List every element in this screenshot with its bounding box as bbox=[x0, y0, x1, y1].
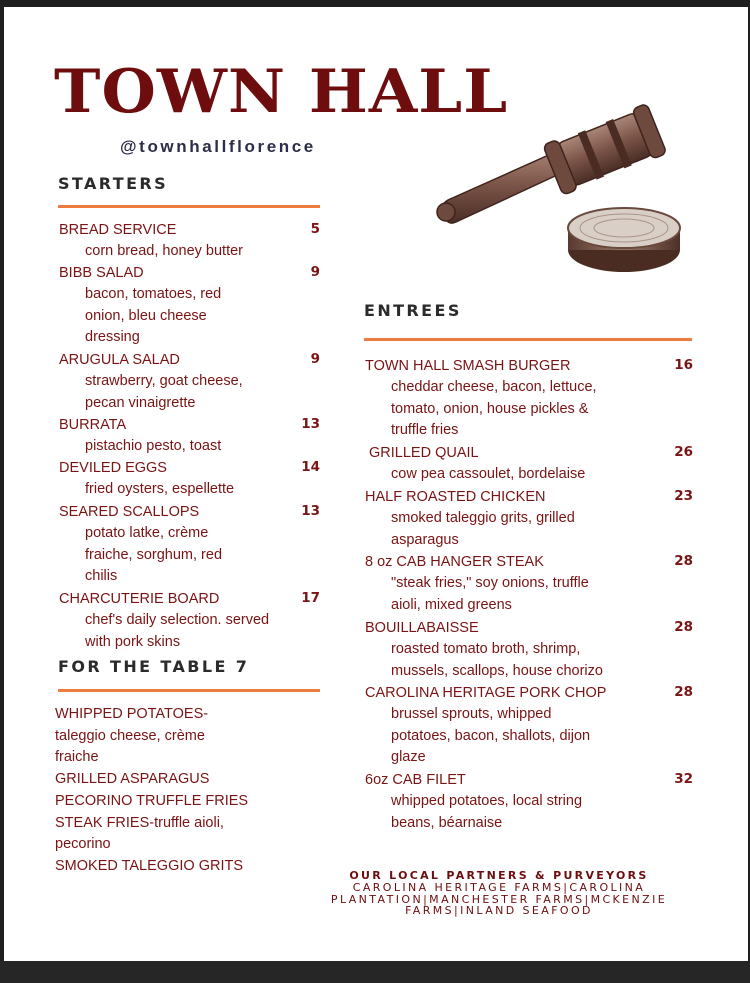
entree-item-name: 8 oz CAB HANGER STEAK bbox=[365, 554, 544, 570]
entree-item-price: 16 bbox=[674, 357, 693, 373]
entree-item-name: HALF ROASTED CHICKEN bbox=[365, 489, 546, 505]
entree-item-name: GRILLED QUAIL bbox=[369, 445, 479, 461]
list-item: STEAK FRIES-truffle aioli, pecorino bbox=[55, 814, 224, 853]
entree-item-desc: brussel sprouts, whipped potatoes, bacon, shallots, dijon glaze bbox=[391, 706, 591, 766]
for-the-table-heading: FOR THE TABLE 7 bbox=[58, 657, 250, 676]
entree-item-desc: whipped potatoes, local string beans, béarnaise bbox=[391, 793, 583, 831]
partners-block bbox=[324, 869, 674, 917]
starter-item-name: BIBB SALAD bbox=[59, 265, 144, 281]
partners-line: PLANTATION|MANCHESTER FARMS|MCKENZIE bbox=[330, 892, 668, 906]
partners-heading: OUR LOCAL PARTNERS & PURVEYORS bbox=[349, 869, 649, 882]
starter-item-desc: chef's daily selection. served with pork skins bbox=[85, 612, 270, 650]
starter-item-desc: fried oysters, espellette bbox=[85, 481, 235, 497]
starter-item-price: 14 bbox=[301, 459, 320, 475]
partners-line: FARMS|INLAND SEAFOOD bbox=[405, 904, 593, 917]
starters-heading: STARTERS bbox=[58, 174, 169, 193]
entree-item-desc: cow pea cassoulet, bordelaise bbox=[391, 466, 586, 482]
entree-item-name: 6oz CAB FILET bbox=[365, 772, 466, 788]
entree-item-desc: smoked taleggio grits, grilled asparagus bbox=[391, 510, 575, 548]
gavel-icon bbox=[430, 88, 690, 283]
starter-item-desc: strawberry, goat cheese, pecan vinaigrette bbox=[85, 373, 243, 411]
starter-item-price: 9 bbox=[310, 264, 320, 280]
starter-item-price: 5 bbox=[310, 221, 320, 237]
starter-item-desc: bacon, tomatoes, red onion, bleu cheese dressing bbox=[85, 286, 222, 346]
starter-item-price: 13 bbox=[301, 503, 320, 519]
entree-item-price: 28 bbox=[674, 619, 693, 635]
list-item: SMOKED TALEGGIO GRITS bbox=[55, 857, 243, 874]
entree-item-price: 32 bbox=[674, 771, 693, 787]
partners-line: CAROLINA HERITAGE FARMS|CAROLINA bbox=[352, 881, 646, 894]
starter-item-name: SEARED SCALLOPS bbox=[59, 504, 200, 520]
starter-item-price: 17 bbox=[301, 590, 320, 606]
starters-divider bbox=[58, 205, 320, 208]
entree-item-price: 23 bbox=[674, 488, 693, 504]
entree-item-name: BOUILLABAISSE bbox=[365, 620, 479, 636]
starter-item-name: BURRATA bbox=[59, 417, 127, 433]
entree-item-name: TOWN HALL SMASH BURGER bbox=[365, 358, 571, 374]
bottom-bar bbox=[0, 961, 750, 983]
list-item: PECORINO TRUFFLE FRIES bbox=[55, 792, 249, 809]
social-handle: @townhallflorence bbox=[120, 137, 316, 156]
entree-item-desc: cheddar cheese, bacon, lettuce, tomato, onion, house pickles & truffle fries bbox=[391, 379, 597, 439]
starter-item-name: ARUGULA SALAD bbox=[59, 352, 180, 368]
list-item: GRILLED ASPARAGUS bbox=[55, 771, 210, 788]
entree-item-price: 26 bbox=[674, 444, 693, 460]
entree-item-price: 28 bbox=[674, 684, 693, 700]
starter-item-name: CHARCUTERIE BOARD bbox=[59, 591, 220, 607]
starter-item-name: BREAD SERVICE bbox=[59, 222, 177, 238]
starter-item-price: 13 bbox=[301, 416, 320, 432]
starter-item-desc: pistachio pesto, toast bbox=[85, 438, 222, 454]
entree-item-price: 28 bbox=[674, 553, 693, 569]
restaurant-title: TOWN HALL bbox=[54, 57, 509, 127]
starter-item-desc: potato latke, crème fraiche, sorghum, red chilis bbox=[85, 525, 223, 585]
entrees-heading: ENTREES bbox=[364, 301, 462, 320]
list-item: WHIPPED POTATOES- taleggio cheese, crème fraiche bbox=[55, 706, 209, 766]
entree-item-desc: roasted tomato broth, shrimp, mussels, scallops, house chorizo bbox=[391, 641, 603, 679]
starter-item-desc: corn bread, honey butter bbox=[85, 243, 243, 259]
for-the-table-divider bbox=[58, 689, 320, 692]
entree-item-desc: "steak fries," soy onions, truffle aioli, mixed greens bbox=[391, 575, 589, 613]
entrees-divider bbox=[364, 338, 692, 341]
starter-item-price: 9 bbox=[310, 351, 320, 367]
entree-item-name: CAROLINA HERITAGE PORK CHOP bbox=[365, 685, 607, 701]
starter-item-name: DEVILED EGGS bbox=[59, 460, 167, 476]
for-the-table-list bbox=[55, 704, 255, 878]
